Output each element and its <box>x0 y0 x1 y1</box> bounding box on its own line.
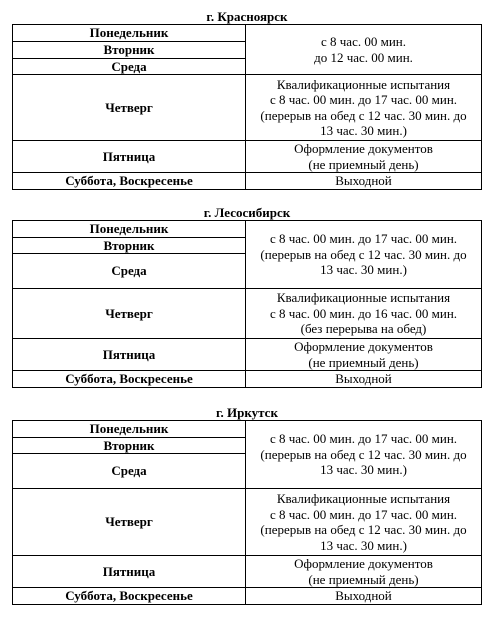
hours-thursday <box>246 489 482 556</box>
schedule-table-lesosibirsk <box>12 220 482 388</box>
day-thursday: Четверг <box>13 289 246 339</box>
hours-mon-wed <box>246 221 482 289</box>
hours-line: с 8 час. 00 мин. до 16 час. 00 мин. <box>269 305 458 321</box>
hours-line: 13 час. 30 мин.) <box>320 262 407 278</box>
hours-line: (не приемный день) <box>308 156 419 172</box>
hours-line: Квалификационные испытания <box>276 290 451 306</box>
hours-friday <box>246 339 482 371</box>
hours-line: (перерыв на обед с 12 час. 30 мин. до <box>260 522 467 537</box>
hours-friday <box>246 556 482 588</box>
hours-line: с 8 час. 00 мин. до 17 час. 00 мин. <box>269 506 458 522</box>
day-tuesday: Вторник <box>13 42 246 59</box>
day-monday: Понедельник <box>13 221 246 238</box>
hours-line: Оформление документов <box>294 141 433 156</box>
city-title-lesosibirsk: г. Лесосибирск <box>203 205 291 220</box>
hours-line: (без перерыва на обед) <box>300 321 427 337</box>
day-tuesday: Вторник <box>13 437 246 454</box>
hours-line: до 12 час. 00 мин. <box>314 49 413 65</box>
day-tuesday: Вторник <box>13 237 246 254</box>
day-monday: Понедельник <box>13 421 246 438</box>
hours-line: 13 час. 30 мин.) <box>320 123 407 138</box>
hours-line: (не приемный день) <box>308 354 419 370</box>
city-title-krasnoyarsk: г. Красноярск <box>206 9 288 24</box>
hours-line: с 8 час. 00 мин. до 17 час. 00 мин. <box>269 231 458 247</box>
day-weekend: Суббота, Воскресенье <box>13 371 246 388</box>
hours-line: (перерыв на обед с 12 час. 30 мин. до <box>260 107 467 123</box>
hours-thursday <box>246 289 482 339</box>
day-weekend: Суббота, Воскресенье <box>13 588 246 605</box>
hours-mon-wed <box>246 421 482 489</box>
day-wednesday: Среда <box>13 254 246 289</box>
day-thursday: Четверг <box>13 489 246 556</box>
day-wednesday: Среда <box>13 58 246 75</box>
hours-line: Оформление документов <box>294 339 433 354</box>
hours-line: 13 час. 30 мин.) <box>320 462 407 478</box>
hours-line: (перерыв на обед с 12 час. 30 мин. до <box>260 246 467 262</box>
city-title-irkutsk: г. Иркутск <box>216 405 278 420</box>
hours-line: с 8 час. 00 мин. до 17 час. 00 мин. <box>269 431 458 447</box>
hours-line: Квалификационные испытания <box>276 491 451 506</box>
hours-weekend: Выходной <box>246 371 482 388</box>
schedule-table-irkutsk <box>12 420 482 605</box>
hours-line: (перерыв на обед с 12 час. 30 мин. до <box>260 446 467 462</box>
hours-weekend: Выходной <box>246 588 482 605</box>
day-wednesday: Среда <box>13 454 246 489</box>
hours-line: Оформление документов <box>294 556 433 571</box>
hours-line: с 8 час. 00 мин. <box>321 34 406 49</box>
hours-friday <box>246 141 482 173</box>
hours-line: Квалификационные испытания <box>276 76 451 92</box>
day-friday: Пятница <box>13 339 246 371</box>
day-friday: Пятница <box>13 141 246 173</box>
hours-thursday <box>246 75 482 141</box>
schedule-table-krasnoyarsk <box>12 24 482 190</box>
day-monday: Понедельник <box>13 25 246 42</box>
hours-line: с 8 час. 00 мин. до 17 час. 00 мин. <box>269 92 458 107</box>
hours-line: 13 час. 30 мин.) <box>320 537 407 553</box>
hours-line: (не приемный день) <box>308 571 419 587</box>
day-friday: Пятница <box>13 556 246 588</box>
day-thursday: Четверг <box>13 75 246 141</box>
hours-weekend: Выходной <box>246 173 482 190</box>
day-weekend: Суббота, Воскресенье <box>13 173 246 190</box>
hours-mon-wed <box>246 25 482 75</box>
